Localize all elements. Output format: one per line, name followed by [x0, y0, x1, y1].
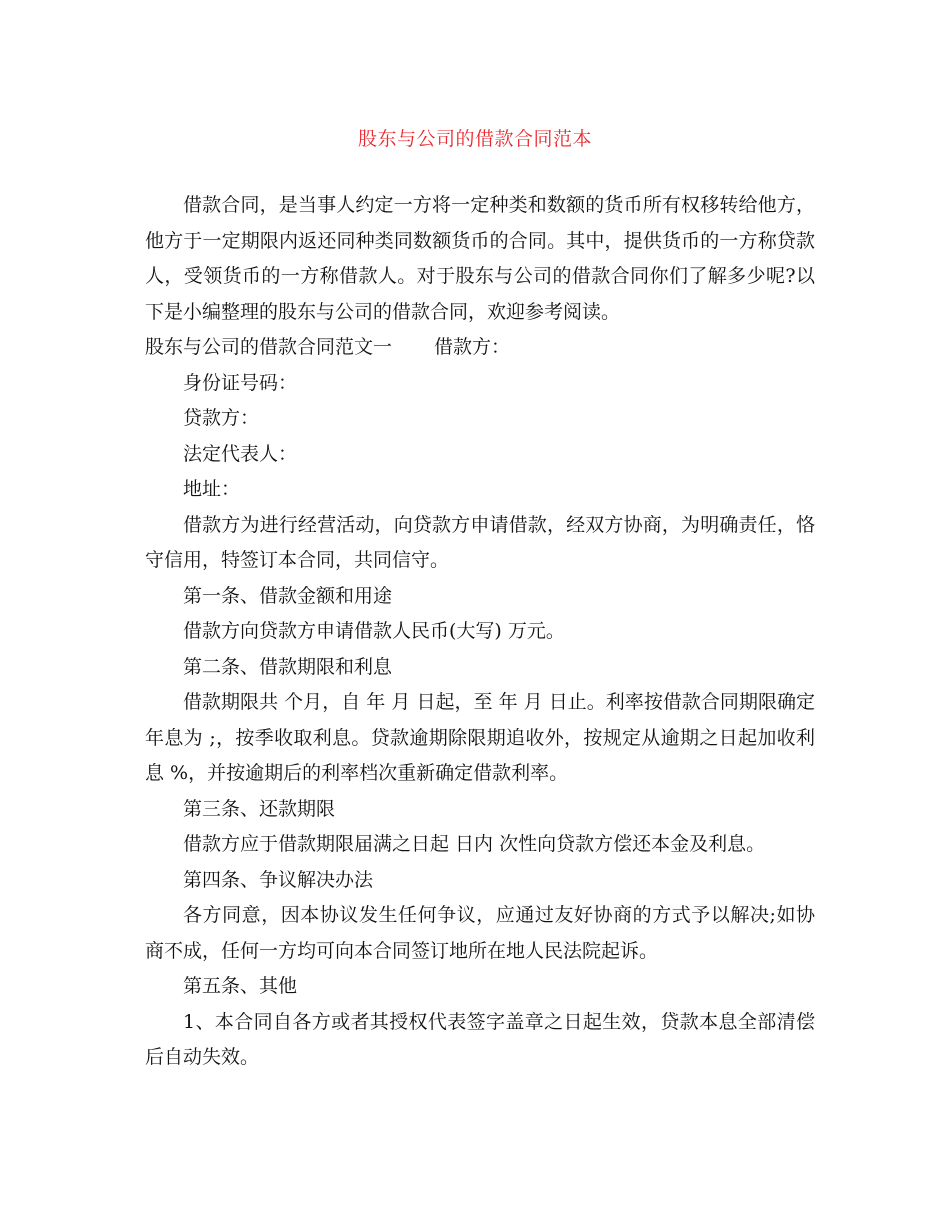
address-label: 地址： — [183, 478, 241, 500]
lender-label: 贷款方： — [183, 407, 260, 429]
sample-heading: 股东与公司的借款合同范文一 — [145, 336, 393, 358]
article-3-title: 第三条、还款期限 — [183, 797, 336, 820]
borrower-label: 借款方： — [434, 336, 511, 358]
article-4-title: 第四条、争议解决办法 — [183, 868, 374, 891]
document-title: 股东与公司的借款合同范本 — [357, 128, 592, 150]
article-3-text: 借款方应于借款期限届满之日起 日内 次性向贷款方偿还本金及利息。 — [183, 833, 766, 855]
preamble-paragraph: 借款方为进行经营活动，向贷款方申请借款，经双方协商，为明确责任，恪守信用，特签订本合同，共同信守。 — [145, 513, 815, 571]
id-number-label: 身份证号码： — [183, 371, 298, 394]
article-5-title: 第五条、其他 — [183, 975, 298, 997]
sample-heading-line — [145, 330, 815, 366]
document-body — [145, 188, 815, 1076]
article-5-item-1: 1、本合同自各方或者其授权代表签字盖章之日起生效，贷款本息全部清偿后自动失效。 — [145, 1010, 815, 1068]
article-1-title: 第一条、借款金额和用途 — [183, 584, 393, 607]
legal-representative-label: 法定代表人： — [183, 442, 298, 465]
article-4-text: 各方同意，因本协议发生任何争议，应通过友好协商的方式予以解决;如协商不成，任何一方均可向本合同签订地所在地人民法院起诉。 — [145, 904, 815, 962]
article-1-text: 借款方向贷款方申请借款人民币(大写) 万元。 — [183, 620, 565, 642]
intro-paragraph: 借款合同，是当事人约定一方将一定种类和数额的货币所有权移转给他方，他方于一定期限内返还同种类同数额货币的合同。其中，提供货币的一方称贷款人，受领货币的一方称借款人。对于股东与公司的借款合同你们了解多少呢?以下是小编整理的股东与公司的借款合同，欢迎参考阅读。 — [145, 194, 815, 323]
article-2-title: 第二条、借款期限和利息 — [183, 655, 393, 678]
article-2-text: 借款期限共 个月，自 年 月 日起，至 年 月 日止。利率按借款合同期限确定年息为 ;，按季收取利息。贷款逾期除限期追收外，按规定从逾期之日起加收利息 %，并按逾期后的利率档次重新确定借款利率。 — [145, 691, 815, 784]
